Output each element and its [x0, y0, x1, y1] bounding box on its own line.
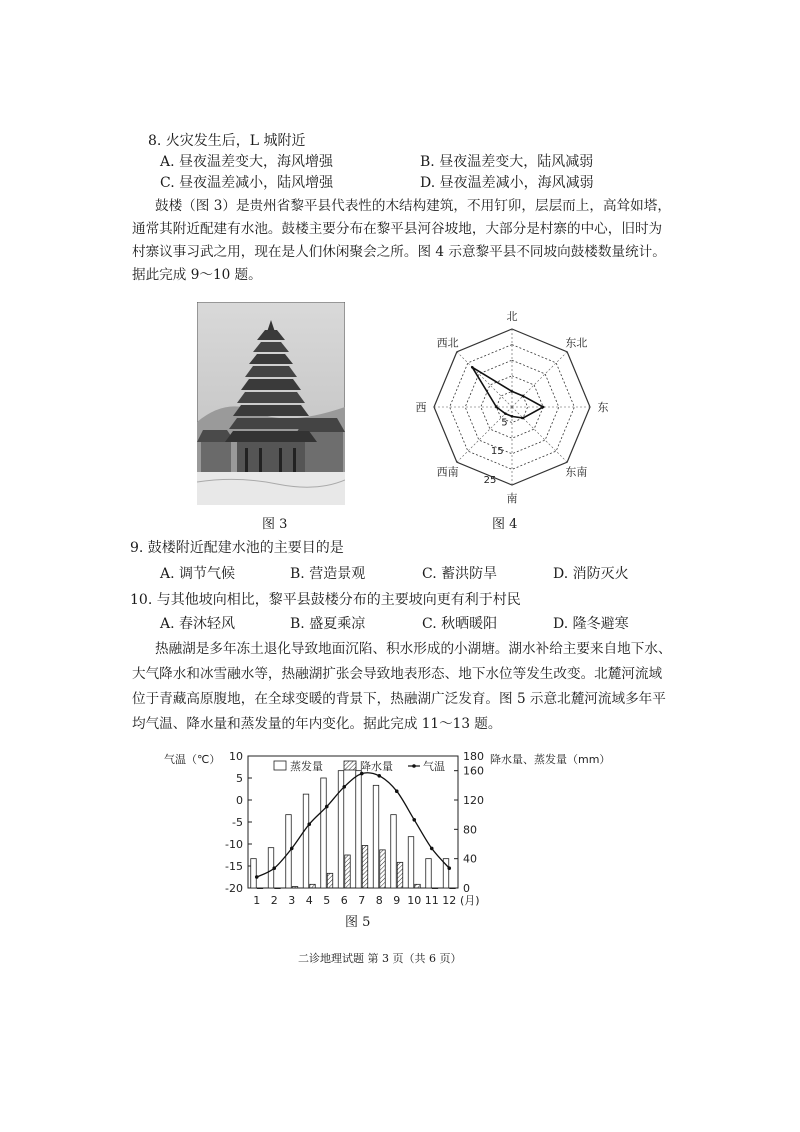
fig5-caption: 图 5 — [345, 915, 371, 930]
radar-data-point — [471, 366, 474, 369]
radar-direction-label: 北 — [506, 310, 518, 323]
x-tick-label: 6 — [340, 894, 348, 907]
q9-option-d[interactable]: D. 消防灭火 — [553, 566, 629, 582]
fig4-caption: 图 4 — [492, 517, 518, 532]
precipitation-bar — [327, 873, 333, 888]
y2-axis-title: 降水量、蒸发量（mm） — [490, 753, 611, 766]
y-tick-label: -10 — [225, 838, 243, 851]
temperature-point — [325, 805, 329, 809]
precipitation-bar — [292, 887, 298, 888]
radar-data-point — [504, 412, 507, 415]
legend-precipitation-label: 降水量 — [360, 760, 393, 773]
radar-direction-label: 西 — [415, 401, 427, 414]
temperature-point — [255, 875, 259, 879]
temperature-point — [377, 774, 381, 778]
q8-option-b[interactable]: B. 昼夜温差变大，陆风减弱 — [420, 154, 594, 170]
radar-direction-label: 西南 — [436, 465, 459, 479]
slope-radar-chart — [412, 305, 616, 505]
radar-ring-label: 15 — [490, 446, 504, 458]
q8-option-c[interactable]: C. 昼夜温差减小，陆风增强 — [160, 175, 334, 191]
radar-ring-label: 5 — [501, 417, 508, 429]
q8-option-d[interactable]: D. 昼夜温差减小，海风减弱 — [420, 175, 594, 191]
page-footer: 二诊地理试题 第 3 页（共 6 页） — [298, 952, 462, 965]
precipitation-bar — [257, 888, 263, 889]
evaporation-bar — [251, 859, 257, 888]
y-tick-label: -20 — [225, 882, 243, 895]
temperature-point — [272, 866, 276, 870]
radar-data-point — [542, 406, 545, 409]
q10-option-a[interactable]: A. 春沐轻风 — [160, 616, 236, 632]
precipitation-bar — [362, 845, 368, 888]
q9-option-a[interactable]: A. 调节气候 — [160, 566, 236, 582]
x-tick-label: 10 — [407, 894, 422, 907]
passage2-line-2: 大气降水和冰雪融水等，热融湖扩张会导致地表形态、地下水位等发生改变。北麓河流域 — [132, 666, 663, 682]
y-axis-title: 气温（℃） — [164, 753, 221, 766]
precipitation-bar — [432, 888, 438, 889]
radar-data-point — [522, 417, 525, 420]
evaporation-bar — [391, 815, 397, 888]
radar-direction-label: 西北 — [436, 336, 459, 350]
y-tick-label: -15 — [225, 860, 243, 873]
fig3-caption: 图 3 — [262, 517, 288, 532]
x-tick-label: 3 — [288, 894, 296, 907]
y2-tick-label: 120 — [463, 794, 484, 807]
passage1-line-1: 鼓楼（图 3）是贵州省黎平县代表性的木结构建筑，不用钉卯，层层而上，高耸如塔， — [155, 198, 671, 214]
q10-stem: 10. 与其他坡向相比，黎平县鼓楼分布的主要坡向更有利于村民 — [130, 592, 521, 608]
legend-temperature-dot — [412, 764, 416, 768]
radar-data-point — [511, 390, 514, 393]
climate-chart — [160, 742, 640, 917]
q9-option-b[interactable]: B. 营造景观 — [290, 566, 366, 582]
radar-direction-label: 东 — [597, 401, 609, 414]
radar-data-polygon — [472, 367, 543, 418]
q9-stem: 9. 鼓楼附近配建水池的主要目的是 — [130, 540, 344, 556]
precipitation-bar — [397, 862, 403, 888]
q10-option-c[interactable]: C. 秋晒暖阳 — [422, 616, 498, 632]
temperature-point — [307, 822, 311, 826]
precipitation-bar — [415, 884, 421, 888]
x-axis-unit: (月) — [460, 894, 480, 907]
temperature-point — [412, 818, 416, 822]
radar-data-point — [495, 406, 498, 409]
evaporation-bar — [303, 794, 309, 888]
q10-option-b[interactable]: B. 盛夏乘凉 — [290, 616, 366, 632]
radar-direction-label: 东南 — [565, 465, 588, 479]
x-tick-label: 8 — [375, 894, 383, 907]
temperature-point — [290, 847, 294, 851]
passage1-line-3: 村寨议事习武之用，现在是人们休闲聚会之所。图 4 示意黎平县不同坡向鼓楼数量统计。 — [132, 244, 666, 260]
evaporation-bar — [321, 778, 327, 888]
y2-tick-label: 160 — [463, 764, 484, 778]
precipitation-bar — [345, 855, 351, 888]
precipitation-bar — [380, 850, 386, 888]
passage1-line-4: 据此完成 9～10 题。 — [132, 267, 262, 283]
y2-tick-label: 80 — [463, 823, 477, 837]
legend-evaporation-label: 蒸发量 — [290, 760, 323, 773]
y-tick-label: 5 — [236, 772, 243, 785]
x-tick-label: 2 — [270, 894, 278, 907]
x-tick-label: 9 — [393, 894, 401, 907]
q10-option-d[interactable]: D. 隆冬避寒 — [553, 616, 629, 632]
evaporation-bar — [426, 859, 432, 888]
x-tick-label: 1 — [253, 894, 261, 907]
y2-tick-label: 40 — [463, 852, 477, 866]
radar-data-point — [511, 415, 514, 418]
evaporation-bar — [356, 771, 362, 888]
drum-tower-photo — [197, 302, 345, 505]
y-tick-label: 0 — [236, 794, 243, 807]
x-tick-label: 11 — [424, 894, 439, 907]
precipitation-bar — [275, 888, 281, 889]
evaporation-bar — [286, 815, 292, 888]
passage2-line-3: 位于青藏高原腹地，在全球变暖的背景下，热融湖广泛发育。图 5 示意北麓河流域多年平 — [132, 691, 666, 707]
radar-data-point — [522, 395, 525, 398]
y-tick-label: -5 — [232, 816, 243, 829]
q9-option-c[interactable]: C. 蓄洪防旱 — [422, 566, 498, 582]
passage2-line-1: 热融湖是多年冻土退化导致地面沉陷、积水形成的小湖塘。湖水补给主要来自地下水、 — [155, 641, 672, 657]
legend-evaporation-swatch — [274, 761, 286, 770]
temperature-point — [447, 866, 451, 870]
y2-tick-label: 180 — [463, 750, 484, 763]
temperature-point — [430, 847, 434, 851]
precipitation-bar — [310, 884, 316, 888]
radar-direction-label: 东北 — [565, 336, 588, 350]
radar-direction-label: 南 — [506, 492, 518, 505]
x-tick-label: 4 — [305, 894, 313, 907]
radar-ring-label: 25 — [483, 474, 497, 486]
x-tick-label: 7 — [358, 894, 366, 907]
q8-option-a[interactable]: A. 昼夜温差变大，海风增强 — [160, 154, 334, 170]
legend-precipitation-swatch — [344, 761, 356, 770]
legend-temperature-label: 气温 — [423, 760, 445, 773]
temperature-point — [395, 789, 399, 793]
temperature-point — [342, 785, 346, 789]
y-tick-label: 10 — [229, 750, 243, 763]
precipitation-bar — [450, 888, 456, 889]
passage2-line-4: 均气温、降水量和蒸发量的年内变化。据此完成 11～13 题。 — [132, 716, 502, 732]
passage1-line-2: 通常其附近配建有水池。鼓楼主要分布在黎平县河谷坡地，大部分是村寨的中心，旧时为 — [132, 221, 663, 237]
evaporation-bar — [408, 837, 414, 888]
q8-stem: 8. 火灾发生后，L 城附近 — [148, 133, 306, 149]
x-tick-label: 12 — [442, 894, 457, 907]
evaporation-bar — [373, 785, 379, 888]
x-tick-label: 5 — [323, 894, 331, 907]
y2-tick-label: 0 — [463, 882, 470, 895]
